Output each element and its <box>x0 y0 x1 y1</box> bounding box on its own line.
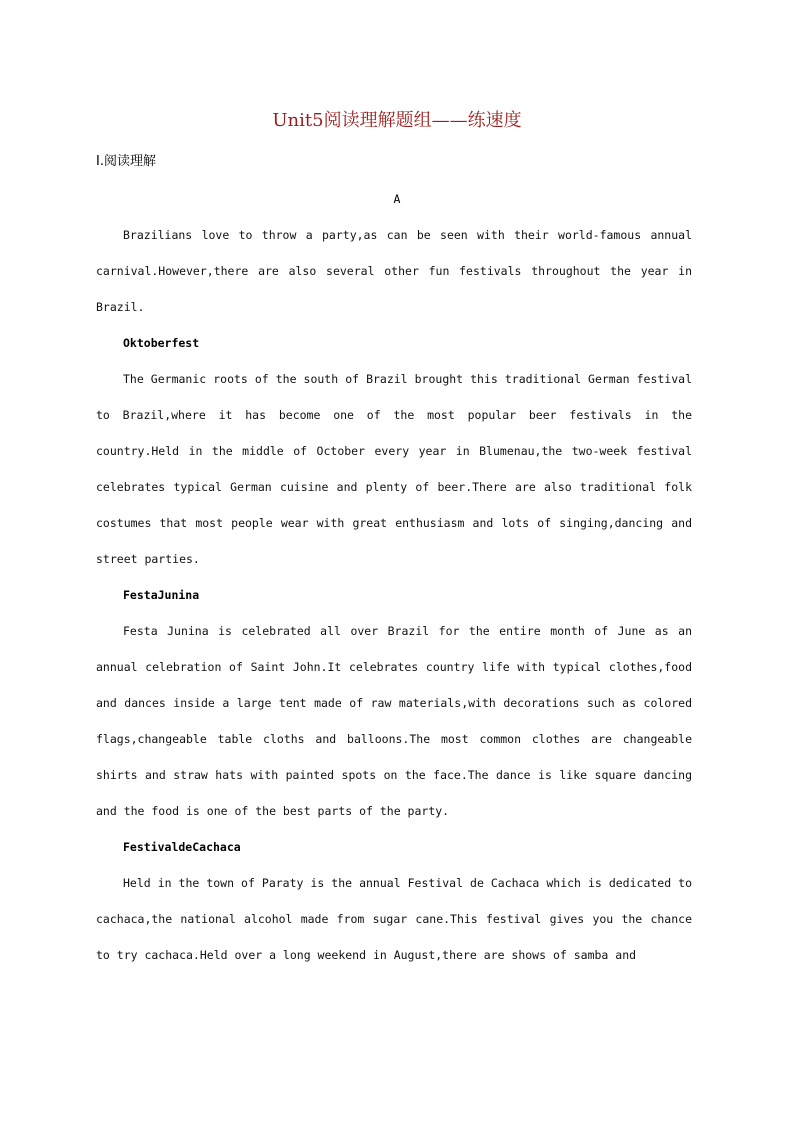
section-heading: Ⅰ.阅读理解 <box>96 154 156 169</box>
passage-body <box>96 217 692 973</box>
page-title: Unit5阅读理解题组——练速度 <box>272 110 522 131</box>
intro-paragraph: Brazilians love to throw a party,as can be seen with their world-famous annual carnival.However,there are also several other fun festivals throughout the year in Brazil. <box>96 228 692 314</box>
festival-heading-oktoberfest: Oktoberfest <box>123 336 200 350</box>
festival-heading-festa-junina: FestaJunina <box>123 588 200 602</box>
festival-heading-festival-de-cachaca: FestivaldeCachaca <box>123 840 241 854</box>
festival-paragraph-festa-junina: Festa Junina is celebrated all over Brazil for the entire month of June as an annual celebration of Saint John.It celebrates country life with typical clothes,food and dances inside a large tent made of raw materials,with decorations such as colored flags,changeable table cloths and balloons.The most common clothes are changeable shirts and straw hats with painted spots on the face.The dance is like square dancing and the food is one of the best parts of the party. <box>96 624 692 818</box>
festival-paragraph-oktoberfest: The Germanic roots of the south of Brazil brought this traditional German festival to Brazil,where it has become one of the most popular beer festivals in the country.Held in the middle of October every year in Blumenau,the two-week festival celebrates typical German cuisine and plenty of beer.There are also traditional folk costumes that most people wear with great enthusiasm and lots of singing,dancing and street parties. <box>96 372 692 566</box>
passage-label: A <box>393 192 401 206</box>
festival-paragraph-festival-de-cachaca: Held in the town of Paraty is the annual Festival de Cachaca which is dedicated to cachaca,the national alcohol made from sugar cane.This festival gives you the chance to try cachaca.Held over a long weekend in August,there are shows of samba and <box>96 876 692 962</box>
